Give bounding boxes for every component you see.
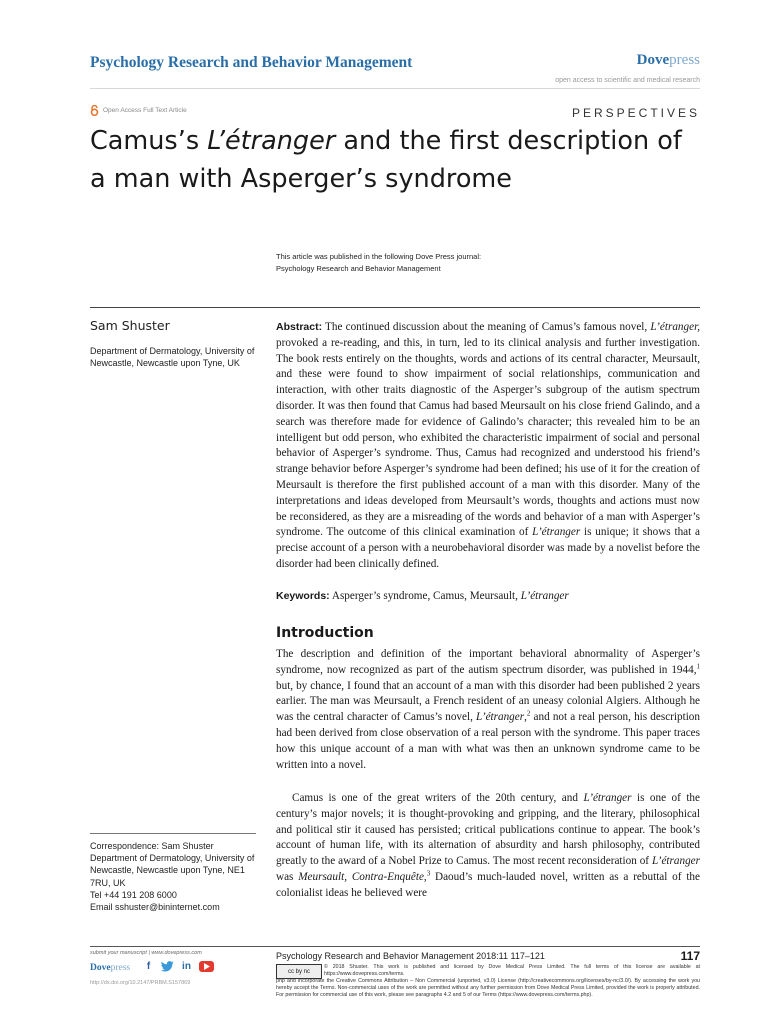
abstract-text-1: The continued discussion about the meaning of Camus’s famous novel, bbox=[322, 321, 651, 333]
p2-text-b: is one of the century’s major novels; it is thought-provoking and gripping, and the literary, philosophical and political stir it caused has persisted; critical publications continue to appear. The book’s account of human life, with its alternation of absurdity and harsh philosophy, contributed greatly to the award of a Nobel Prize to Camus. The most recent reconsideration of bbox=[276, 792, 700, 868]
correspondence-name: Correspondence: Sam Shuster bbox=[90, 841, 214, 851]
abstract-italic-2: L’étranger bbox=[532, 526, 581, 539]
youtube-icon[interactable] bbox=[199, 961, 214, 972]
abstract-text-3: is unique; it shows that a precise account of a person with a neurobehavioral disorder was made by a novelist before the disorder had been clinically defined. bbox=[276, 526, 701, 570]
author-name: Sam Shuster bbox=[90, 318, 170, 333]
pubnote-line1: This article was published in the following Dove Press journal: bbox=[276, 252, 482, 261]
section-label: PERSPECTIVES bbox=[571, 106, 700, 120]
footer-dovepress-logo[interactable] bbox=[90, 963, 130, 973]
social-links bbox=[142, 960, 214, 973]
twitter-icon[interactable] bbox=[161, 960, 174, 973]
p2-text-d: , bbox=[423, 870, 427, 883]
dovepress-logo[interactable] bbox=[637, 52, 700, 69]
p2-text-a: Camus is one of the great writers of the 20th century, and bbox=[292, 792, 584, 804]
author-affiliation: Department of Dermatology, University of Newcastle, Newcastle upon Tyne, UK bbox=[90, 346, 255, 368]
correspondence-address: Department of Dermatology, University of Newcastle, Newcastle upon Tyne, NE1 7RU, UK bbox=[90, 853, 255, 888]
p2-text-e: Daoud’s much-lauded novel, written as a rebuttal of the colonialist ideas he believed were bbox=[276, 870, 700, 899]
correspondence-divider bbox=[90, 833, 256, 834]
introduction-paragraph-1 bbox=[276, 647, 700, 773]
open-access-label bbox=[90, 105, 187, 116]
title-italic: L’étranger bbox=[207, 126, 336, 156]
footer-brand-press: press bbox=[110, 963, 131, 973]
citation-3[interactable]: 3 bbox=[426, 869, 431, 878]
journal-title: Psychology Research and Behavior Management bbox=[90, 54, 413, 71]
correspondence-block bbox=[90, 840, 258, 913]
page-number: 117 bbox=[680, 949, 700, 963]
p1-text-d: and not a real person, his description had been derived from close observation of a real person with the syndrome. This paper traces how this unique account of a man with what was then an unknown syndrome came to be written into a novel. bbox=[276, 711, 700, 771]
keywords-italic: L’étranger bbox=[520, 590, 569, 602]
correspondence-email[interactable]: Email sshuster@bininternet.com bbox=[90, 902, 220, 913]
facebook-icon[interactable]: f bbox=[146, 961, 151, 972]
title-part-b: and the first description of a man with Asperger’s syndrome bbox=[90, 126, 682, 194]
article-title bbox=[90, 122, 690, 198]
license-text-1: © 2018 Shuster. This work is published and licensed by Dove Medical Press Limited. The full terms of this license are available at https://www.dovepress.com/terms. bbox=[324, 964, 700, 978]
keywords bbox=[276, 589, 700, 605]
footer-divider bbox=[90, 946, 700, 947]
introduction-heading: Introduction bbox=[276, 625, 374, 641]
p1-text-a: The description and definition of the important behavioral abnormality of Asperger’s syndrome, now recognized as part of the autism spectrum disorder, was published in 1944, bbox=[276, 648, 700, 676]
p1-text-c: , bbox=[524, 711, 527, 724]
brand-press: press bbox=[669, 52, 700, 68]
title-part-a: Camus’s bbox=[90, 126, 208, 156]
p2-italic-2: L’étranger bbox=[651, 855, 700, 868]
license-text-2: php and incorporate the Creative Commons Attribution – Non Commercial (unported, v3.0) License (http://creativecommons.org/licenses/by-nc/3.0/). By accessing the work you hereby accept the Terms. Non-commercial uses of the work are permitted without any further permission from Dove Medical Press Limited, provided the work is properly attributed. For permission for commercial use of this work, please see paragraphs 4.2 and 5 of our Terms (https://www.dovepress.com/terms.php). bbox=[276, 978, 700, 999]
p2-italic-3: Meursault, Contra-Enquête bbox=[298, 870, 424, 883]
p1-italic: L’étranger bbox=[476, 711, 525, 724]
creative-commons-icon[interactable]: cc by nc bbox=[276, 964, 322, 979]
submit-manuscript-link[interactable]: submit your manuscript | www.dovepress.com bbox=[90, 950, 202, 956]
keywords-label: Keywords: bbox=[276, 590, 330, 602]
open-access-icon bbox=[90, 105, 99, 116]
doi-link[interactable]: http://dx.doi.org/10.2147/PRBM.S157869 bbox=[90, 980, 191, 986]
linkedin-icon[interactable]: in bbox=[182, 961, 191, 972]
header-divider bbox=[90, 88, 700, 89]
introduction-paragraph-2 bbox=[276, 791, 700, 902]
p1-text-b: but, by chance, I found that an account of a man with this disorder had been published 2 years earlier. The man was Meursault, a French resident of an uneasy colonial Algiers. Although he was the central character of Camus’s novel, bbox=[276, 679, 700, 724]
abstract bbox=[276, 320, 700, 573]
open-access-text: Open Access Full Text Article bbox=[103, 107, 187, 114]
footer-citation: Psychology Research and Behavior Management 2018:11 117–121 bbox=[276, 951, 545, 961]
pubnote-line2: Psychology Research and Behavior Management bbox=[276, 264, 441, 273]
citation-2[interactable]: 2 bbox=[526, 709, 531, 718]
footer-brand-main: Dove bbox=[90, 963, 111, 973]
brand-tagline: open access to scientific and medical research bbox=[555, 77, 700, 84]
abstract-italic-1: L’étranger, bbox=[650, 321, 700, 333]
brand-main: Dove bbox=[636, 52, 670, 68]
main-divider bbox=[90, 307, 700, 308]
correspondence-phone: Tel +44 191 208 6000 bbox=[90, 889, 177, 900]
p2-text-c: was bbox=[276, 870, 299, 883]
publication-note bbox=[276, 251, 481, 275]
abstract-label: Abstract: bbox=[276, 321, 323, 333]
citation-1[interactable]: 1 bbox=[696, 662, 700, 671]
p2-italic-1: L’étranger bbox=[583, 792, 632, 804]
abstract-text-2: provoked a re-reading, and this, in turn, led to its clinical analysis and further investigation. The book rests entirely on the thoughts, words and actions of its central character, Meursault, and these were found to show impairment of social relationships, communication and interaction, with other traits diagnostic of the Asperger’s subgroup of the autism spectrum disorder. It was then found that Camus had based Meursault on his close friend Galindo, and a search was therefore made for evidence of Galindo’s character; this revealed him to be an intelligent but odd person, who exhibited the characteristic impairment of social and personal behavior of Asperger’s syndrome. Thus, Camus had recognized and understood his friend’s strange behavior before Asperger’s syndrome had been defined; his use of it for the creation of Meursault is therefore the first published account of a man with this disorder. Many of the interpretations and ideas developed from Meursault’s words, thoughts and actions must now be reconsidered, as they are a misreading of the words and behavior of a man with Asperger’s syndrome. The outcome of this clinical examination of bbox=[276, 336, 700, 539]
keywords-text: Asperger’s syndrome, Camus, Meursault, bbox=[329, 590, 521, 602]
